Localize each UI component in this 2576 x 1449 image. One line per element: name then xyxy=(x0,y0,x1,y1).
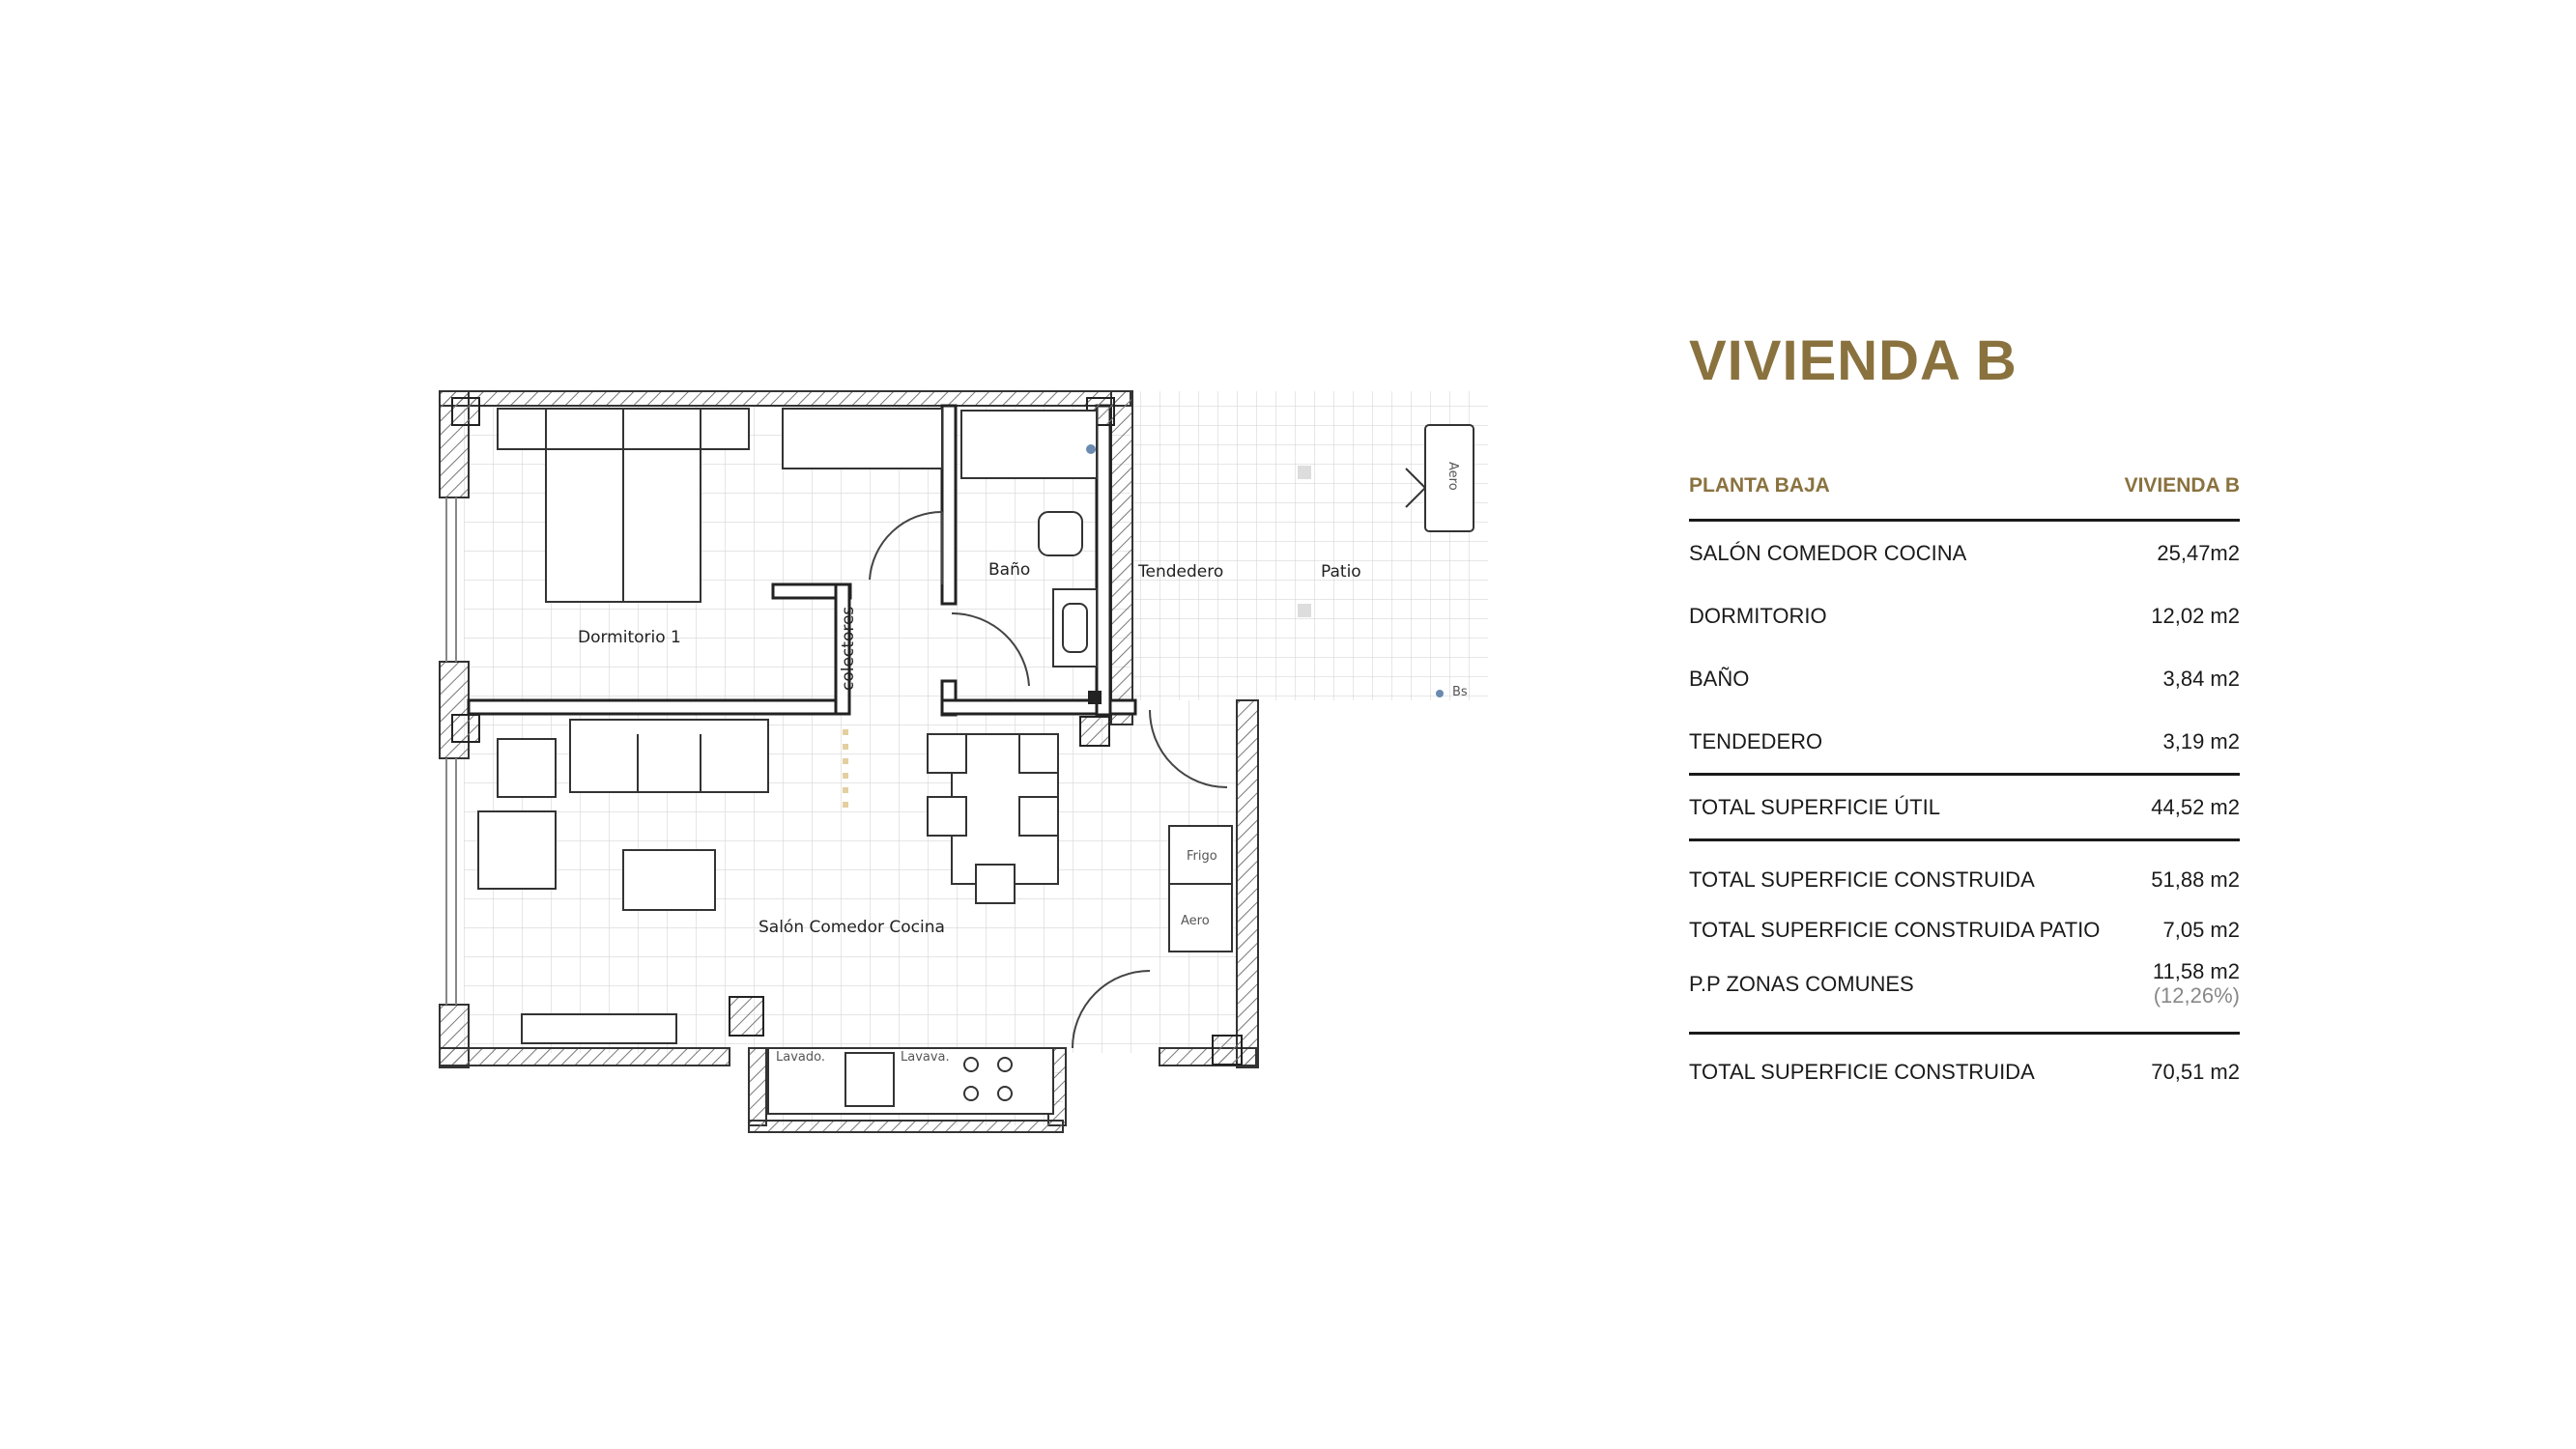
aero-label: Aero xyxy=(1181,914,1210,928)
room-label-bano: Baño xyxy=(988,560,1031,580)
room-label-patio: Patio xyxy=(1321,562,1361,582)
table-row-construida xyxy=(1689,855,2240,905)
row-value: 3,84 m2 xyxy=(2162,666,2240,691)
table-header xyxy=(1689,474,2240,522)
frigo-label: Frigo xyxy=(1187,849,1217,864)
row-label: TENDEDERO xyxy=(1689,728,1823,753)
bs-label: Bs xyxy=(1452,685,1468,699)
collectores-label: colectores xyxy=(839,606,858,691)
header-right: VIVIENDA B xyxy=(2124,474,2240,497)
row-label: TOTAL SUPERFICIE ÚTIL xyxy=(1689,794,1940,819)
table-row-total-util xyxy=(1689,776,2240,841)
row-label: DORMITORIO xyxy=(1689,603,1827,628)
row-subvalue: (12,26%) xyxy=(2153,983,2240,1009)
table-row-construida-patio xyxy=(1689,905,2240,955)
row-label: P.P ZONAS COMUNES xyxy=(1689,971,1914,996)
page-title: VIVIENDA B xyxy=(1689,329,2018,392)
row-value: 44,52 m2 xyxy=(2151,794,2240,819)
table-row xyxy=(1689,647,2240,710)
header-left: PLANTA BAJA xyxy=(1689,474,1830,497)
aero-patio-label: Aero xyxy=(1445,462,1460,491)
row-value: 51,88 m2 xyxy=(2151,867,2240,893)
drain-icon xyxy=(1086,444,1096,454)
table-row xyxy=(1689,522,2240,584)
shaft-icon xyxy=(1088,691,1102,704)
row-value: 25,47m2 xyxy=(2157,540,2240,565)
row-value: 3,19 m2 xyxy=(2162,728,2240,753)
table-row xyxy=(1689,710,2240,776)
row-value: 7,05 m2 xyxy=(2162,918,2240,943)
row-value: 12,02 m2 xyxy=(2151,603,2240,628)
wardrobe xyxy=(783,409,942,469)
lavava-label: Lavava. xyxy=(901,1050,950,1065)
drain-icon-patio xyxy=(1436,690,1444,697)
table-row-total-construida xyxy=(1689,1035,2240,1110)
row-value: 70,51 m2 xyxy=(2151,1060,2240,1085)
table-row-zonas-comunes xyxy=(1689,955,2240,1035)
row-label: TOTAL SUPERFICIE CONSTRUIDA xyxy=(1689,867,2035,893)
room-label-dormitorio: Dormitorio 1 xyxy=(578,628,681,647)
lavado-label: Lavado. xyxy=(776,1050,825,1065)
room-label-tendedero: Tendedero xyxy=(1138,562,1224,582)
row-value: 11,58 m2 xyxy=(2152,959,2240,984)
room-label-salon: Salón Comedor Cocina xyxy=(758,918,945,937)
surface-table-panel xyxy=(1689,329,2240,1110)
row-label: TOTAL SUPERFICIE CONSTRUIDA PATIO xyxy=(1689,918,2101,943)
table-row xyxy=(1689,584,2240,647)
row-label: SALÓN COMEDOR COCINA xyxy=(1689,540,1967,565)
row-value-group xyxy=(2133,959,2240,1009)
row-label: TOTAL SUPERFICIE CONSTRUIDA xyxy=(1689,1060,2035,1085)
row-label: BAÑO xyxy=(1689,666,1750,691)
